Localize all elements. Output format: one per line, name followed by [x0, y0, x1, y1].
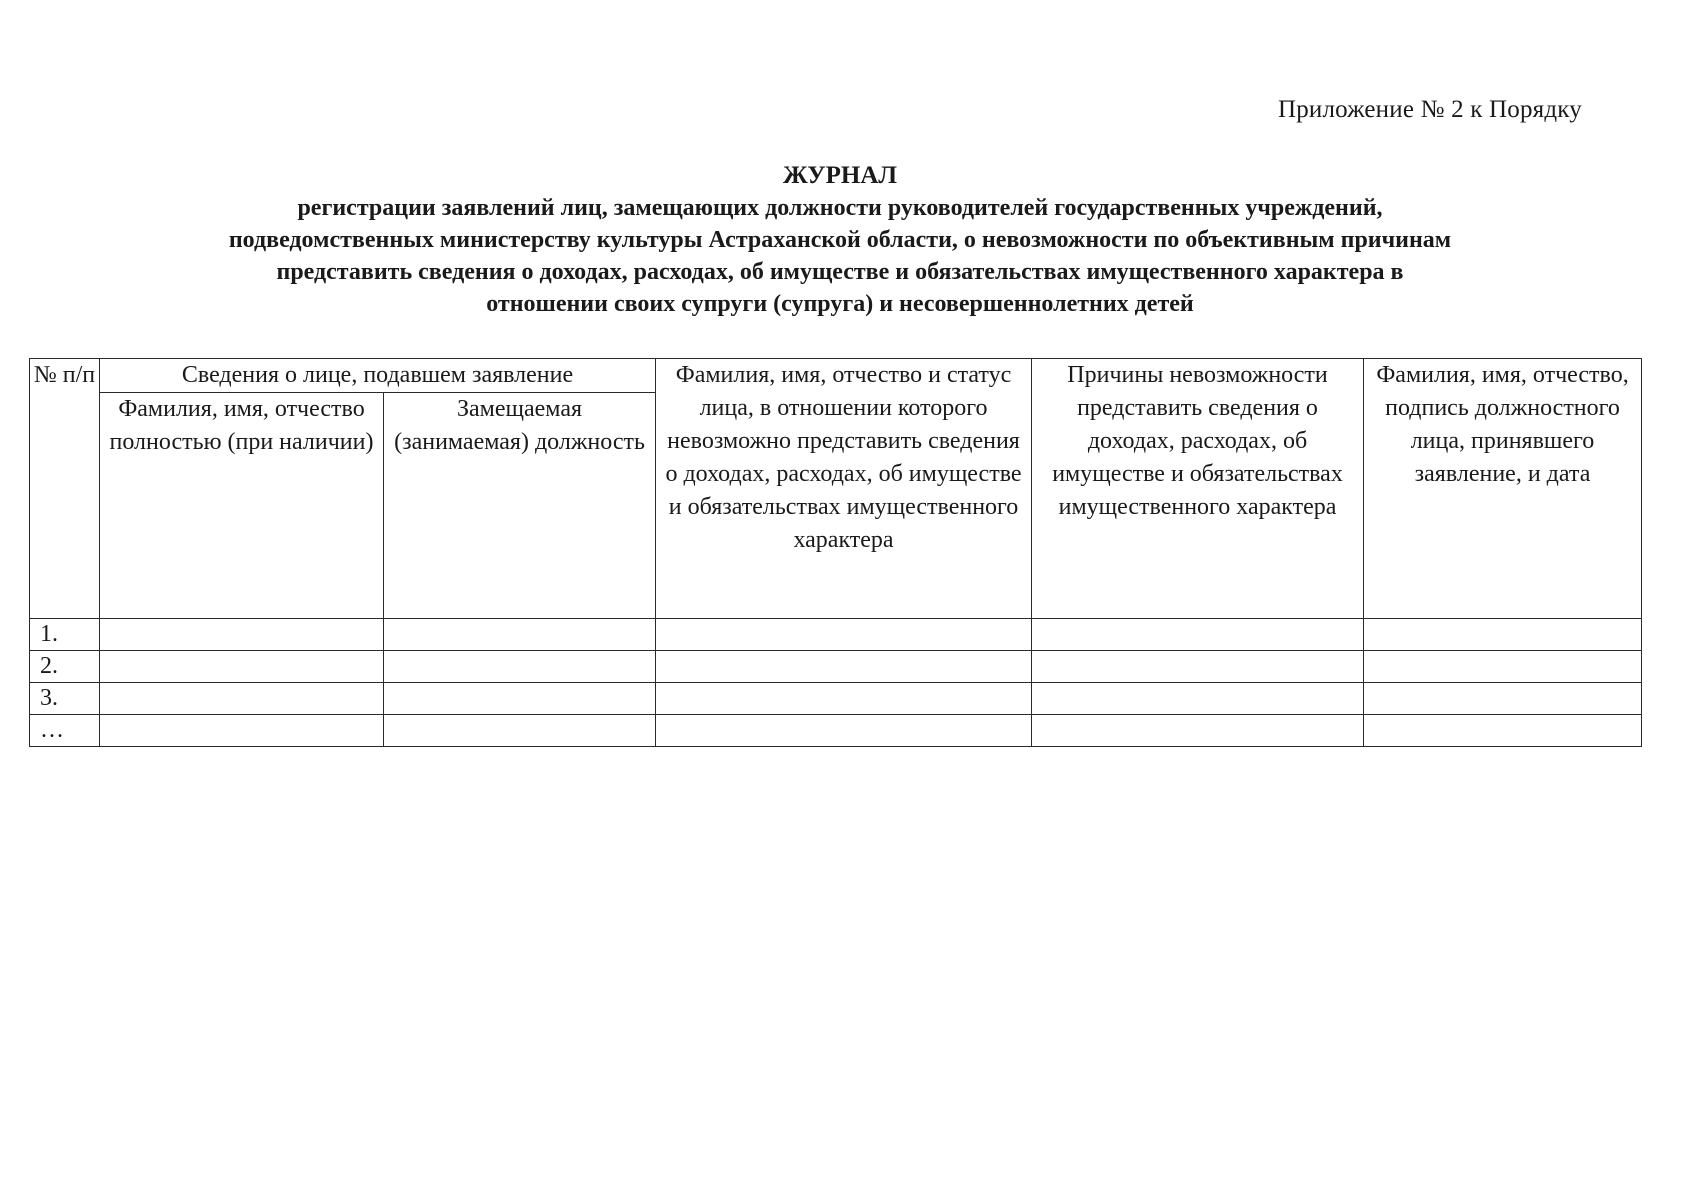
row-number: 1.	[30, 619, 100, 651]
cell-official	[1364, 683, 1642, 715]
cell-reasons	[1032, 651, 1364, 683]
cell-relative	[656, 683, 1032, 715]
table-row	[30, 651, 1642, 683]
title-line-3: представить сведения о доходах, расходах, об имуществе и обязательствах имущественного характера в	[276, 259, 1404, 285]
cell-reasons	[1032, 619, 1364, 651]
header-official: Фамилия, имя, отчество, подпись должностного лица, принявшего заявление, и дата	[1364, 359, 1642, 619]
row-number: …	[30, 715, 100, 747]
cell-official	[1364, 619, 1642, 651]
title-line-4: отношении своих супруги (супруга) и несовершеннолетних детей	[486, 291, 1194, 317]
row-number: 2.	[30, 651, 100, 683]
cell-position	[384, 715, 656, 747]
header-applicant-group: Сведения о лице, подавшем заявление	[100, 359, 656, 393]
journal-table	[29, 358, 1642, 747]
title-line-2: подведомственных министерству культуры Астраханской области, о невозможности по объективным причинам	[228, 227, 1452, 253]
journal-title: ЖУРНАЛ	[782, 162, 898, 189]
header-relative: Фамилия, имя, отчество и статус лица, в отношении которого невозможно представить сведения о доходах, расходах, об имуществе и обязательствах имущественного характера	[656, 359, 1032, 619]
table-row	[30, 715, 1642, 747]
header-reasons: Причины невозможности представить сведения о доходах, расходах, об имуществе и обязательствах имущественного характера	[1032, 359, 1364, 619]
document-title	[60, 160, 1620, 320]
cell-full-name	[100, 715, 384, 747]
cell-official	[1364, 651, 1642, 683]
cell-reasons	[1032, 683, 1364, 715]
cell-full-name	[100, 683, 384, 715]
cell-full-name	[100, 651, 384, 683]
cell-full-name	[100, 619, 384, 651]
cell-relative	[656, 619, 1032, 651]
appendix-label: Приложение № 2 к Порядку	[1277, 96, 1582, 123]
cell-relative	[656, 715, 1032, 747]
title-line-1: регистрации заявлений лиц, замещающих должности руководителей государственных учреждений,	[297, 195, 1383, 221]
cell-official	[1364, 715, 1642, 747]
cell-position	[384, 619, 656, 651]
table-row	[30, 619, 1642, 651]
row-number: 3.	[30, 683, 100, 715]
cell-position	[384, 651, 656, 683]
header-position: Замещаемая (занимаемая) должность	[384, 393, 656, 619]
table-row	[30, 683, 1642, 715]
cell-reasons	[1032, 715, 1364, 747]
cell-relative	[656, 651, 1032, 683]
cell-position	[384, 683, 656, 715]
header-full-name: Фамилия, имя, отчество полностью (при наличии)	[100, 393, 384, 619]
header-num: № п/п	[30, 359, 100, 619]
